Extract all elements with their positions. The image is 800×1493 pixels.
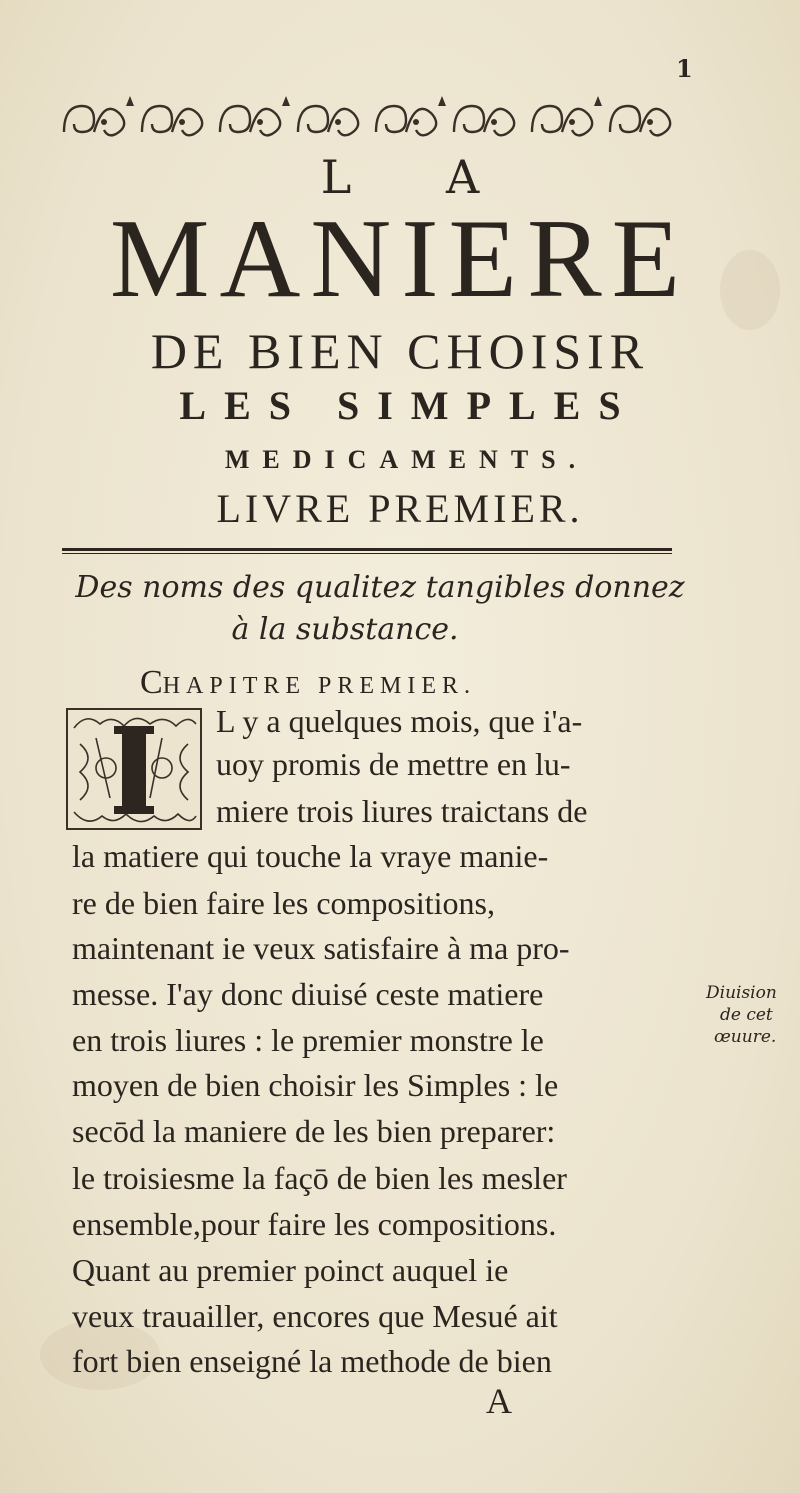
chapter-heading-initial: C [140,664,163,701]
body-line: ensemble,pour faire les compositions. [72,1206,557,1242]
margin-note-line: de cet [720,1005,773,1025]
divider-rule-thin [62,553,672,554]
title-subtitle-line1: DE BIEN CHOISIR [150,323,650,379]
page-number: 1 [676,54,693,83]
body-line: maintenant ie veux satisfaire à ma pro- [72,930,570,966]
body-line: re de bien faire les compositions, [72,885,495,921]
margin-note-line: œuure. [714,1027,777,1047]
body-line: veux trauailler, encores que Mesué ait [72,1298,558,1334]
body-line: Quant au premier poinct auquel ie [72,1252,509,1288]
body-line: le troisiesme la façō de bien les mesler [72,1160,567,1196]
body-line: fort bien enseigné la methode de bien [72,1343,552,1379]
body-line: en trois liures : le premier monstre le [72,1022,544,1058]
body-line: miere trois liures traictans de [216,793,588,829]
title-article: L A [320,150,520,204]
chapter-subject-line1: Des noms des qualitez tangibles donnez [75,570,685,605]
decorated-initial-i [66,708,202,830]
title-main: MANIERE [109,197,691,321]
body-line: la matiere qui touche la vraye manie- [72,838,549,874]
body-line: moyen de bien choisir les Simples : le [72,1067,559,1103]
signature-mark: A [486,1381,512,1421]
margin-note [706,982,800,1048]
body-line: uoy promis de mettre en lu- [216,746,571,782]
book-title: LIVRE PREMIER. [216,486,584,531]
chapter-heading-text: HAPITRE PREMIER. [162,673,477,699]
chapter-subject-line2: à la substance. [231,612,459,647]
title-subtitle-line2: LES SIMPLES [179,383,639,428]
margin-note-line: Diuision [706,983,777,1003]
body-line: secōd la maniere de les bien preparer: [72,1113,556,1149]
body-line: messe. I'ay donc diuisé ceste matiere [72,976,544,1012]
headpiece-ornament [60,92,690,144]
chapter-heading [140,664,476,702]
divider-rule [62,548,672,551]
title-subtitle-line3: MEDICAMENTS. [224,445,589,474]
body-line: L y a quelques mois, que i'a- [216,703,583,739]
